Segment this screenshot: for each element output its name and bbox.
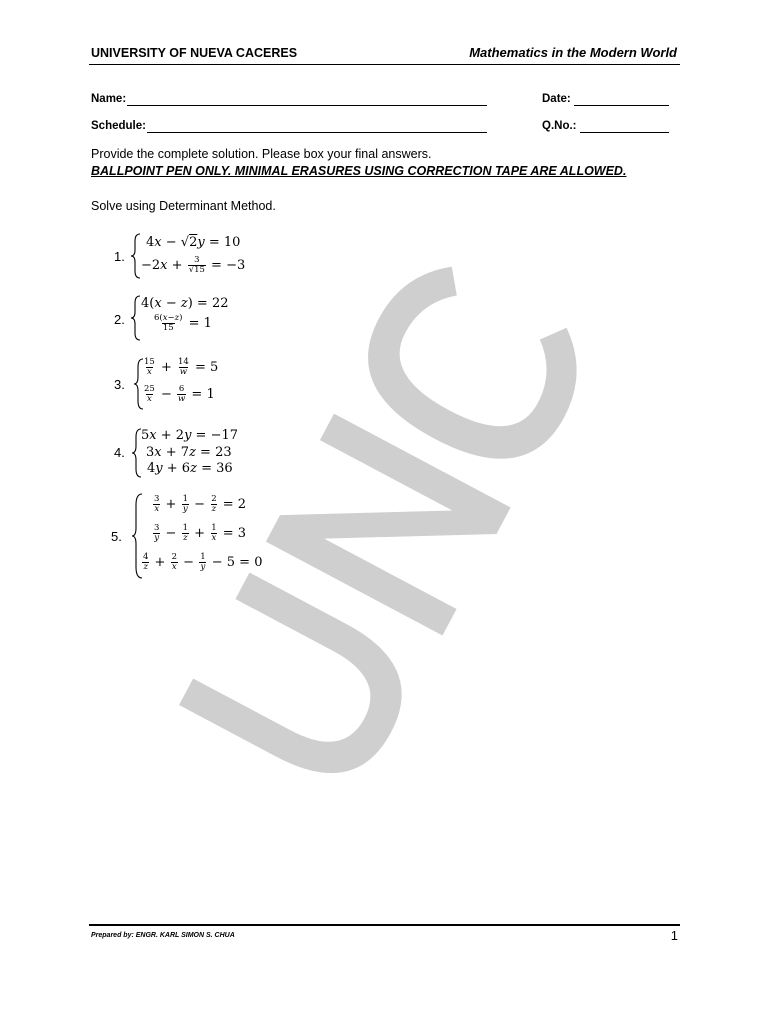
problem-4-equation-3: 4y + 6z = 36	[147, 461, 233, 476]
problem-number: 4.	[114, 445, 125, 460]
name-line[interactable]	[127, 105, 487, 106]
schedule-line[interactable]	[147, 132, 487, 133]
problem-number: 5.	[111, 529, 122, 544]
problem-4-equation-2: 3x + 7z = 23	[146, 445, 232, 460]
page-number: 1	[670, 928, 678, 943]
date-line[interactable]	[574, 105, 669, 106]
instructions-text: Provide the complete solution. Please box your final answers.	[91, 147, 432, 161]
problem-1-equation-1: 4x − √2y = 10	[146, 235, 241, 250]
date-label: Date:	[542, 93, 571, 105]
problem-number: 1.	[114, 249, 125, 264]
problem-number: 3.	[114, 377, 125, 392]
problem-5-equation-2: $\frac{3}{y}$ − $\frac{1}{z}$ + $\frac{1}{x}$ = 3	[154, 523, 247, 543]
problem-4-equation-1: 5x + 2y = −17	[141, 428, 239, 443]
schedule-label: Schedule:	[91, 120, 146, 132]
course-title: Mathematics in the Modern World	[469, 45, 677, 60]
problem-5-equation-1: $\frac{3}{x}$ + $\frac{1}{y}$ − $\frac{2}{z}$ = 2	[154, 494, 247, 514]
problem-2-equation-2: $\frac{6(x-z)}{15}$ = 1	[154, 313, 212, 333]
problem-number: 2.	[114, 312, 125, 327]
problem-2-equation-1: 4(x − z) = 22	[141, 296, 229, 311]
task-text: Solve using Determinant Method.	[91, 199, 276, 213]
name-label: Name:	[91, 93, 127, 105]
problem-5-equation-3: $\frac{4}{z}$ + $\frac{2}{x}$ − $\frac{1}{y}$ − 5 = 0	[143, 552, 263, 572]
problem-3-equation-1: $\frac{15}{x}$ + $\frac{14}{w}$ = 5	[144, 357, 219, 377]
qno-line[interactable]	[580, 132, 669, 133]
qno-label: Q.No.:	[542, 120, 577, 132]
instructions-warning: BALLPOINT PEN ONLY. MINIMAL ERASURES USING CORRECTION TAPE ARE ALLOWED.	[91, 164, 627, 178]
header-divider	[89, 64, 680, 65]
prepared-by: Prepared by: ENGR. KARL SIMON S. CHUA	[91, 932, 235, 939]
problem-3-equation-2: $\frac{25}{x}$ − $\frac{6}{w}$ = 1	[144, 384, 215, 404]
university-name: UNIVERSITY OF NUEVA CACERES	[91, 46, 298, 60]
problem-1-equation-2: −2x + $\frac{3}{√15}$ = −3	[141, 255, 246, 275]
footer-divider	[89, 924, 680, 926]
